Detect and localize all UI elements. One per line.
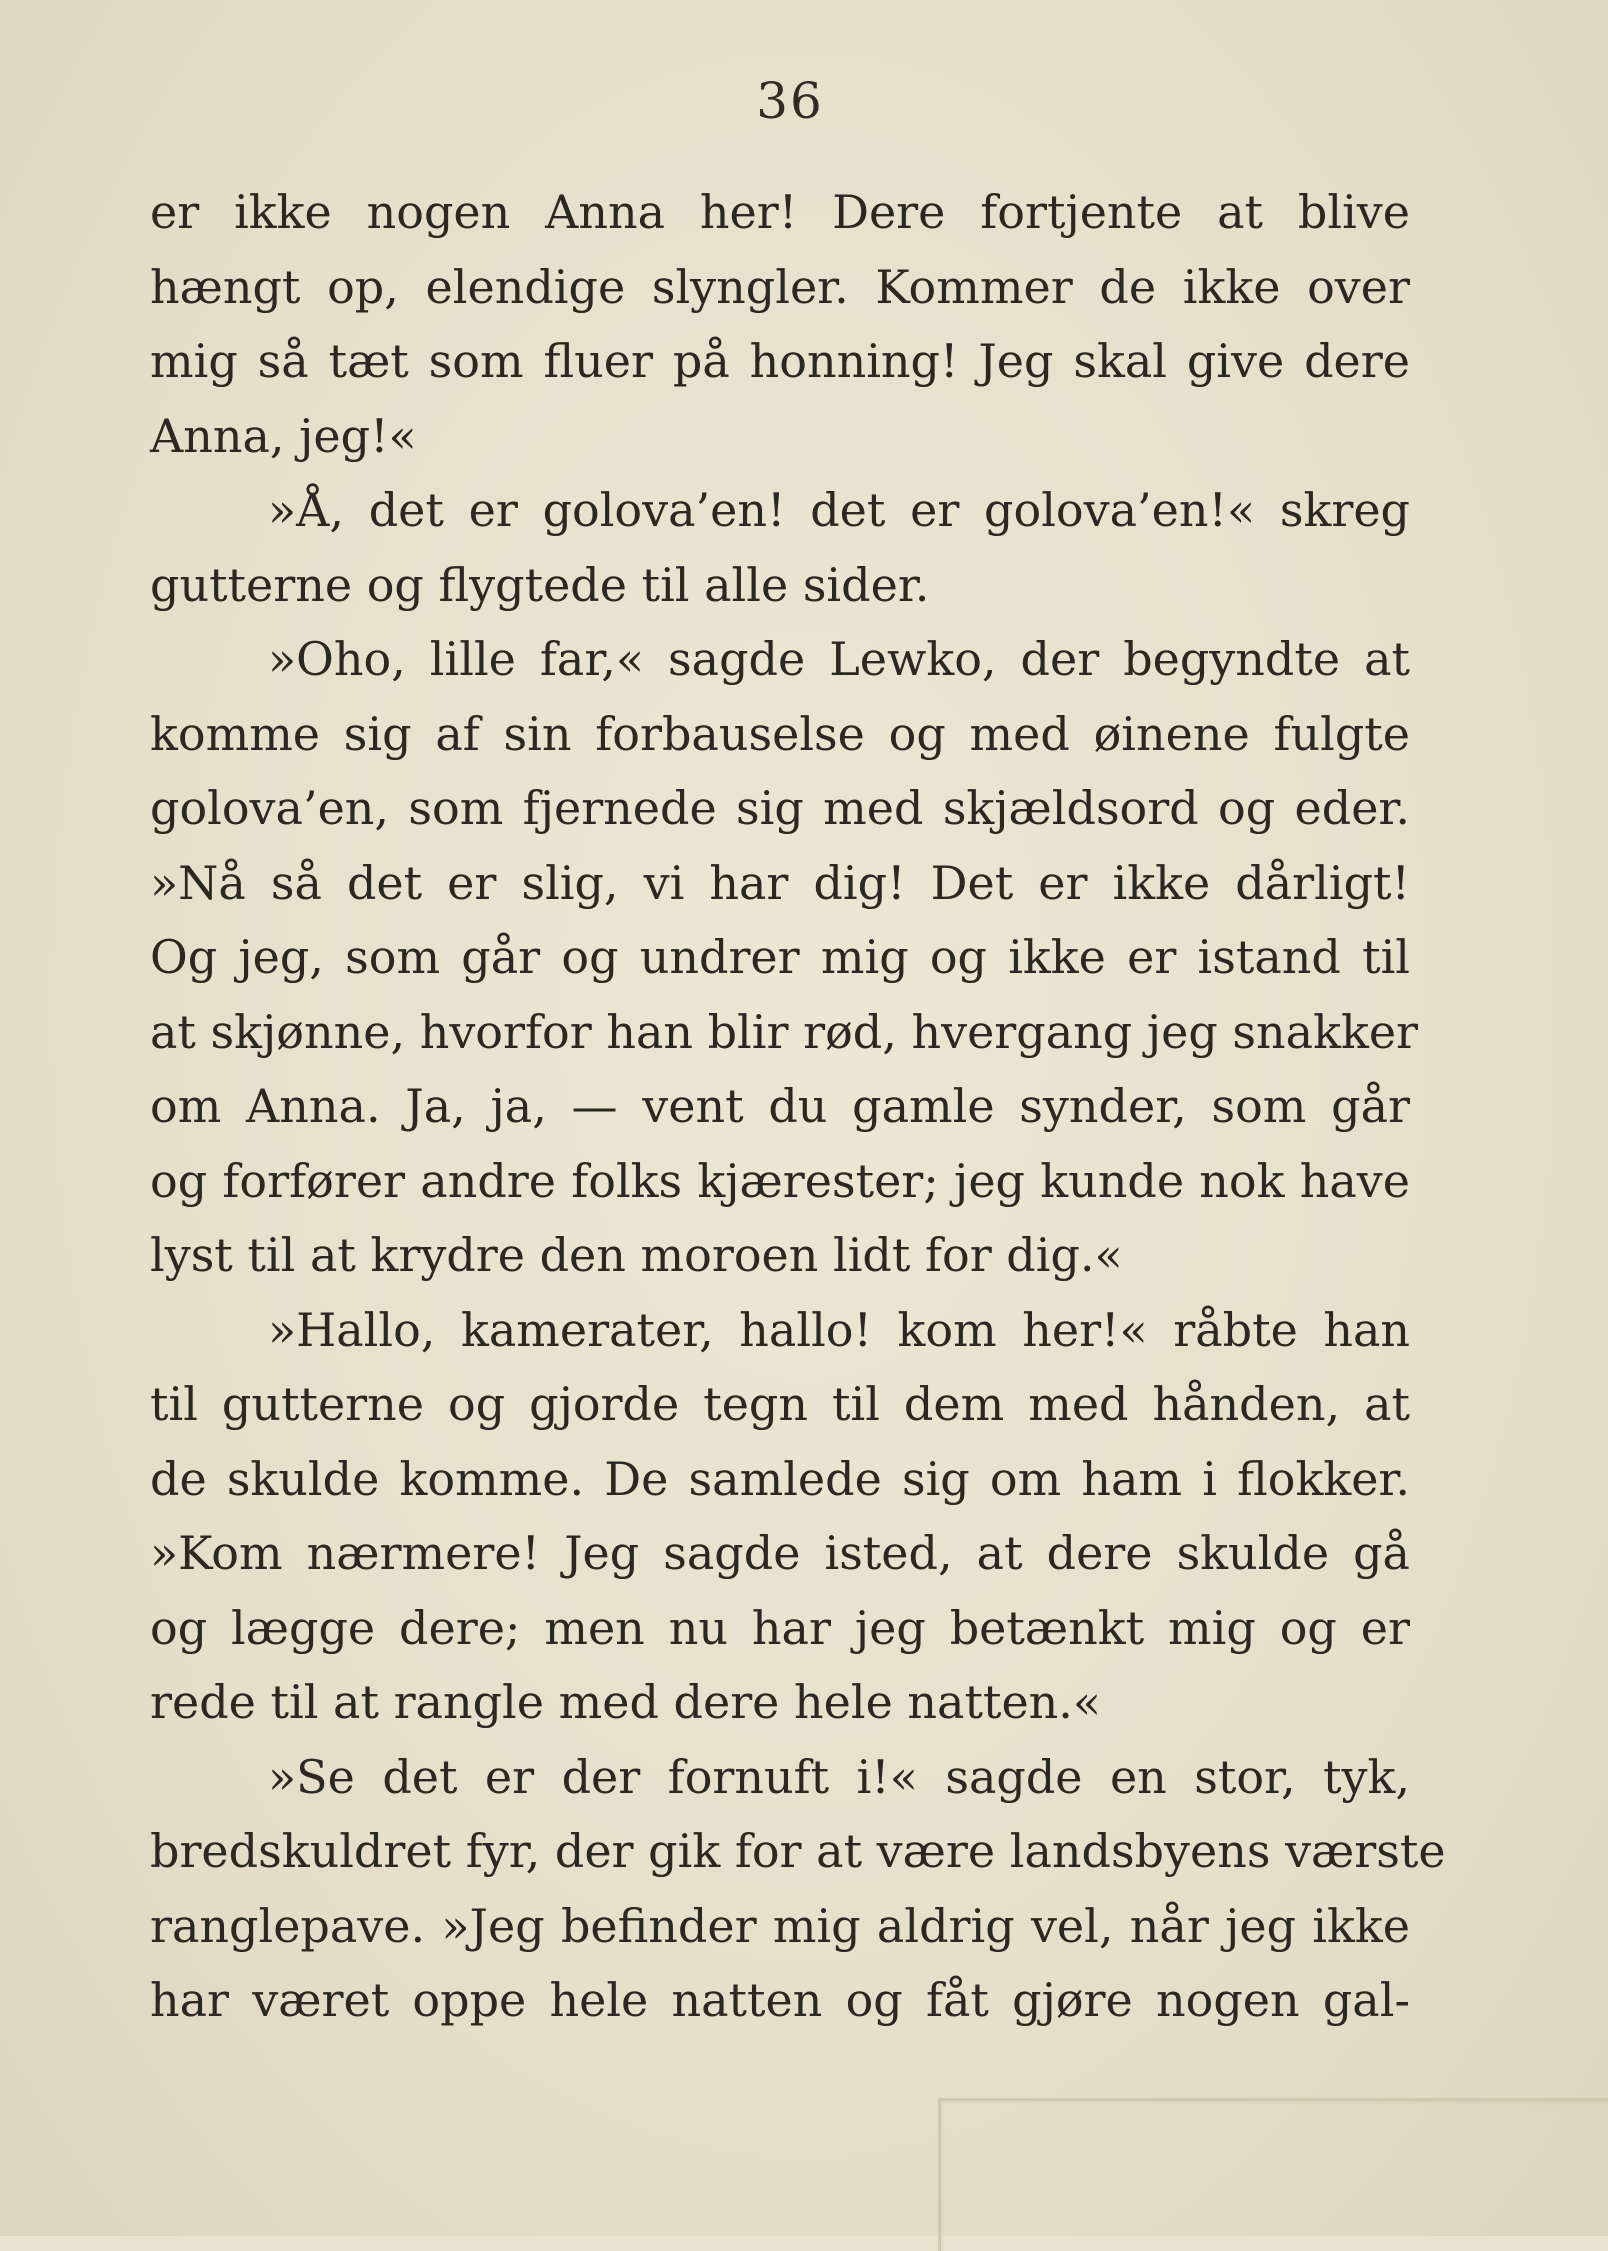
body-text bbox=[150, 175, 1446, 2038]
text-line: er ikke nogen Anna her! Dere fortjente at blive bbox=[150, 185, 1410, 239]
text-line: »Hallo, kamerater, hallo! kom her!« råbte han bbox=[268, 1302, 1410, 1357]
page-number: 36 bbox=[756, 72, 824, 130]
text-line: »Nå så det er slig, vi har dig! Det er ikke dårligt! bbox=[150, 855, 1410, 910]
paper-plate-mark bbox=[938, 2098, 1608, 2251]
text-line: at skjønne, hvorfor han blir rød, hvergang jeg snakker bbox=[150, 1004, 1419, 1059]
text-line: har været oppe hele natten og fåt gjøre nogen gal- bbox=[150, 1973, 1410, 2027]
text-line: hængt op, elendige slyngler. Kommer de ikke over bbox=[150, 259, 1410, 314]
text-line: mig så tæt som fluer på honning! Jeg skal give dere bbox=[150, 334, 1410, 388]
text-line: ranglepave. »Jeg befinder mig aldrig vel, når jeg ikke bbox=[150, 1898, 1410, 1953]
text-line: Og jeg, som går og undrer mig og ikke er istand til bbox=[150, 930, 1410, 984]
text-line: om Anna. Ja, ja, — vent du gamle synder, som går bbox=[150, 1079, 1410, 1133]
text-line: »Å, det er golova’en! det er golova’en!« skreg bbox=[268, 483, 1410, 537]
text-line: golova’en, som fjernede sig med skjældsord og eder. bbox=[150, 781, 1410, 835]
text-line: »Kom nærmere! Jeg sagde isted, at dere skulde gå bbox=[150, 1526, 1410, 1580]
text-line: lyst til at krydre den moroen lidt for dig.« bbox=[150, 1228, 1123, 1282]
text-line: komme sig af sin forbauselse og med øinene fulgte bbox=[150, 706, 1410, 761]
text-line: og lægge dere; men nu har jeg betænkt mig og er bbox=[150, 1600, 1410, 1655]
text-line: Anna, jeg!« bbox=[150, 408, 417, 463]
text-line: til gutterne og gjorde tegn til dem med hånden, at bbox=[150, 1377, 1410, 1431]
text-line: og forfører andre folks kjærester; jeg kunde nok have bbox=[150, 1153, 1410, 1208]
text-line: gutterne og flygtede til alle sider. bbox=[150, 557, 930, 612]
text-line: de skulde komme. De samlede sig om ham i flokker. bbox=[150, 1451, 1410, 1506]
text-line: bredskuldret fyr, der gik for at være landsbyens værste bbox=[150, 1824, 1446, 1878]
text-line: rede til at rangle med dere hele natten.« bbox=[150, 1675, 1102, 1729]
text-line: »Se det er der fornuft i!« sagde en stor, tyk, bbox=[268, 1749, 1410, 1804]
text-line: »Oho, lille far,« sagde Lewko, der begyndte at bbox=[268, 632, 1410, 686]
